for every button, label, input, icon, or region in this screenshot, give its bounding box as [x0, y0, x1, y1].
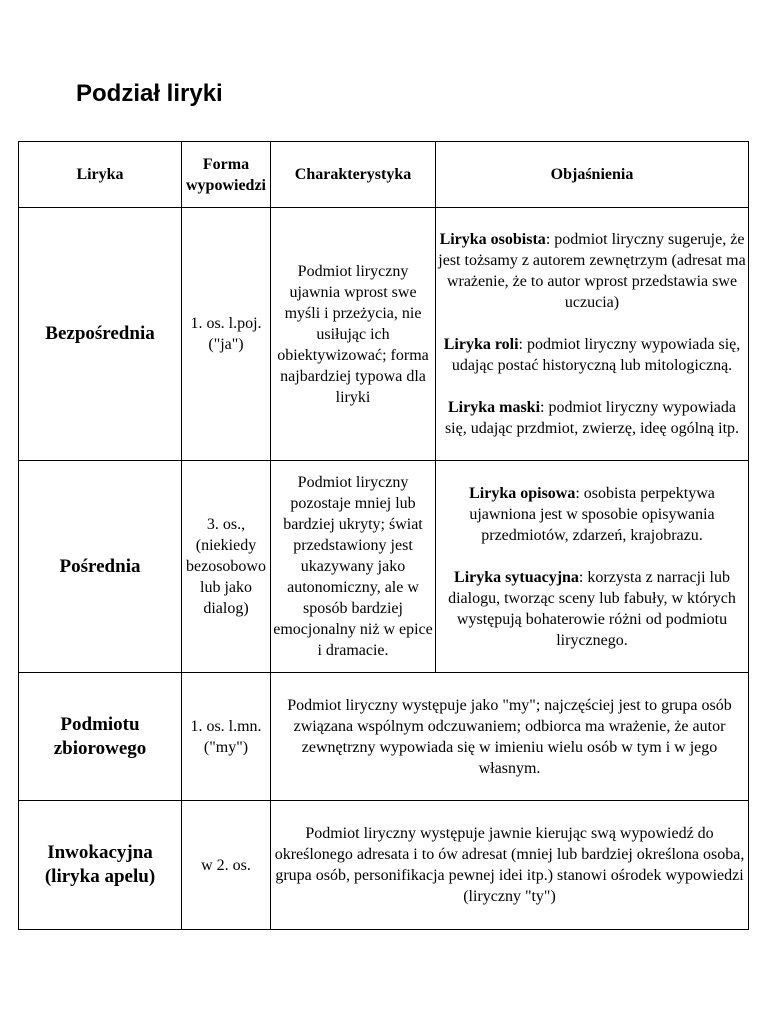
row-forma: 1. os. l.poj. ("ja") — [182, 208, 271, 461]
explanation-item — [438, 334, 746, 376]
explanation-item — [438, 229, 746, 313]
row-objasnienia — [436, 461, 749, 673]
row-type: Bezpośrednia — [19, 208, 182, 461]
explanation-term: Liryka maski — [448, 399, 541, 416]
table-row-posrednia — [19, 461, 749, 673]
explanation-term: Liryka osobista — [439, 231, 546, 248]
table-row-bezposrednia — [19, 208, 749, 461]
header-liryka: Liryka — [19, 142, 182, 208]
header-objasnienia: Objaśnienia — [436, 142, 749, 208]
row-forma: 3. os., (niekiedy bezosobowo lub jako dialog) — [182, 461, 271, 673]
row-charakterystyka: Podmiot liryczny pozostaje mniej lub bardziej ukryty; świat przedstawiony jest ukazywany jako autonomiczny, ale w sposób bardziej emocjonalny niż w epice i dramacie. — [271, 461, 436, 673]
table-row-inwokacyjna — [19, 801, 749, 930]
row-type: Inwokacyjna (liryka apelu) — [19, 801, 182, 930]
explanation-text: : osobista perpektywa ujawniona jest w sposobie opisywania przedmiotów, zdarzeń, krajobrazu. — [469, 484, 715, 544]
explanation-text: : podmiot liryczny wypowiada się, udając postać historyczną lub mitologiczną. — [451, 336, 741, 374]
explanation-item — [438, 397, 746, 439]
explanation-term: Liryka roli — [443, 336, 519, 353]
row-forma: w 2. os. — [182, 801, 271, 930]
explanation-text: : korzysta z narracji lub dialogu, tworząc sceny lub fabuły, w których występują bohaterowie różni od podmiotu lirycznego. — [448, 568, 736, 649]
row-type: Podmiotu zbiorowego — [19, 673, 182, 801]
explanation-item — [438, 483, 746, 546]
table-row-podmiotu-zbiorowego — [19, 673, 749, 801]
row-forma: 1. os. l.mn. ("my") — [182, 673, 271, 801]
explanation-item — [438, 567, 746, 651]
row-type: Pośrednia — [19, 461, 182, 673]
row-objasnienia — [436, 208, 749, 461]
page-title: Podział liryki — [76, 80, 223, 107]
explanation-term: Liryka sytuacyjna — [454, 568, 579, 586]
header-charakterystyka: Charakterystyka — [271, 142, 436, 208]
row-opis: Podmiot liryczny występuje jako "my"; najczęściej jest to grupa osób związana wspólnym odczuwaniem; odbiorca ma wrażenie, że autor zewnętrzny wypowiada się w imieniu wielu osób w tym i w jego własnym. — [271, 673, 749, 801]
header-forma: Forma wypowiedzi — [182, 142, 271, 208]
explanation-term: Liryka opisowa — [469, 484, 576, 502]
explanation-text: : podmiot liryczny sugeruje, że jest tożsamy z autorem zewnętrzym (adresat ma wrażenie, że to autor wprost przedstawia swe uczucia) — [438, 231, 746, 311]
row-opis: Podmiot liryczny występuje jawnie kierując swą wypowiedź do określonego adresata i to ów adresat (mniej lub bardziej określona osoba, grupa osób, personifikacja pewnej idei itp.) stanowi ośrodek wypowiedzi (liryczny "ty") — [271, 801, 749, 930]
lyric-types-table — [18, 141, 749, 930]
table-header-row — [19, 142, 749, 208]
row-charakterystyka: Podmiot liryczny ujawnia wprost swe myśli i przeżycia, nie usiłując ich obiektywizować; forma najbardziej typowa dla liryki — [271, 208, 436, 461]
explanation-text: : podmiot liryczny wypowiada się, udając przdmiot, zwierzę, ideę ogólną itp. — [444, 399, 740, 437]
